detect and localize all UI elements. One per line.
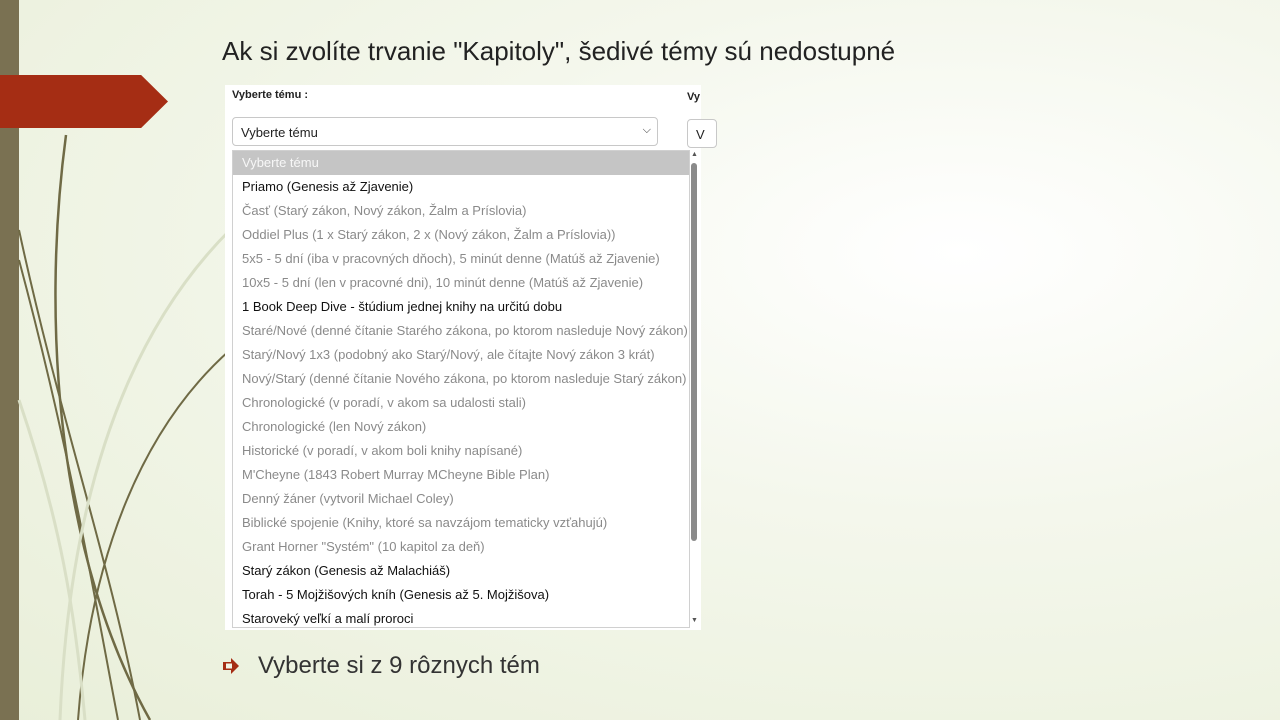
scroll-down-arrow-icon[interactable]: ▼ (691, 617, 698, 624)
topic-option[interactable]: Staroveký veľkí a malí proroci (242, 611, 414, 626)
slide-title: Ak si zvolíte trvanie "Kapitoly", šedivé témy sú nedostupné (222, 36, 896, 66)
red-arrow-banner (0, 75, 168, 128)
topic-option: Grant Horner "Systém" (10 kapitol za deň) (242, 539, 485, 554)
topic-option: 5x5 - 5 dní (iba v pracovných dňoch), 5 minút denne (Matúš až Zjavenie) (242, 251, 660, 266)
second-select[interactable] (687, 119, 717, 148)
topic-option: Časť (Starý zákon, Nový zákon, Žalm a Príslovia) (242, 203, 527, 218)
topic-select-value: Vyberte tému (241, 125, 318, 140)
topic-option: Biblické spojenie (Knihy, ktoré sa navzájom tematicky vzťahujú) (242, 515, 608, 530)
topic-option[interactable]: Vyberte tému (233, 151, 689, 175)
topic-options-list[interactable] (232, 150, 690, 628)
second-select-value: V (696, 127, 705, 142)
topic-option: Nový/Starý (denné čítanie Nového zákona, po ktorom nasleduje Starý zákon) (242, 371, 687, 386)
topic-option: Chronologické (v poradí, v akom sa udalosti stali) (242, 395, 526, 410)
topic-option[interactable]: 1 Book Deep Dive - štúdium jednej knihy na určitú dobu (242, 299, 563, 314)
topic-select[interactable] (232, 117, 658, 146)
second-field-label: Vy (687, 91, 701, 103)
chevron-down-icon: ⌵ (642, 124, 651, 136)
topic-option: Historické (v poradí, v akom boli knihy napísané) (242, 443, 523, 458)
topic-option: Chronologické (len Nový zákon) (242, 419, 427, 434)
topic-option: Staré/Nové (denné čítanie Starého zákona, po ktorom nasleduje Nový zákon) (242, 323, 688, 338)
topic-option: Denný žáner (vytvoril Michael Coley) (242, 491, 454, 506)
topic-option: Starý/Nový 1x3 (podobný ako Starý/Nový, ale čítajte Nový zákon 3 krát) (242, 347, 655, 362)
topic-option: M'Cheyne (1843 Robert Murray MCheyne Bible Plan) (242, 467, 550, 482)
topic-option[interactable]: Starý zákon (Genesis až Malachiáš) (242, 563, 451, 578)
arrow-right-icon (222, 657, 240, 675)
topic-option: 10x5 - 5 dní (len v pracovné dni), 10 minút denne (Matúš až Zjavenie) (242, 275, 644, 290)
scroll-up-arrow-icon[interactable]: ▲ (691, 151, 698, 158)
scrollbar-thumb[interactable] (691, 163, 697, 541)
topic-select-screenshot (225, 85, 705, 630)
topic-option[interactable]: Torah - 5 Mojžišových kníh (Genesis až 5. Mojžišova) (242, 587, 550, 602)
topic-option: Oddiel Plus (1 x Starý zákon, 2 x (Nový zákon, Žalm a Príslovia)) (242, 227, 616, 242)
bullet-text: Vyberte si z 9 rôznych tém (258, 652, 540, 679)
topic-label: Vyberte tému : (232, 89, 309, 101)
topic-option[interactable]: Priamo (Genesis až Zjavenie) (242, 179, 414, 194)
